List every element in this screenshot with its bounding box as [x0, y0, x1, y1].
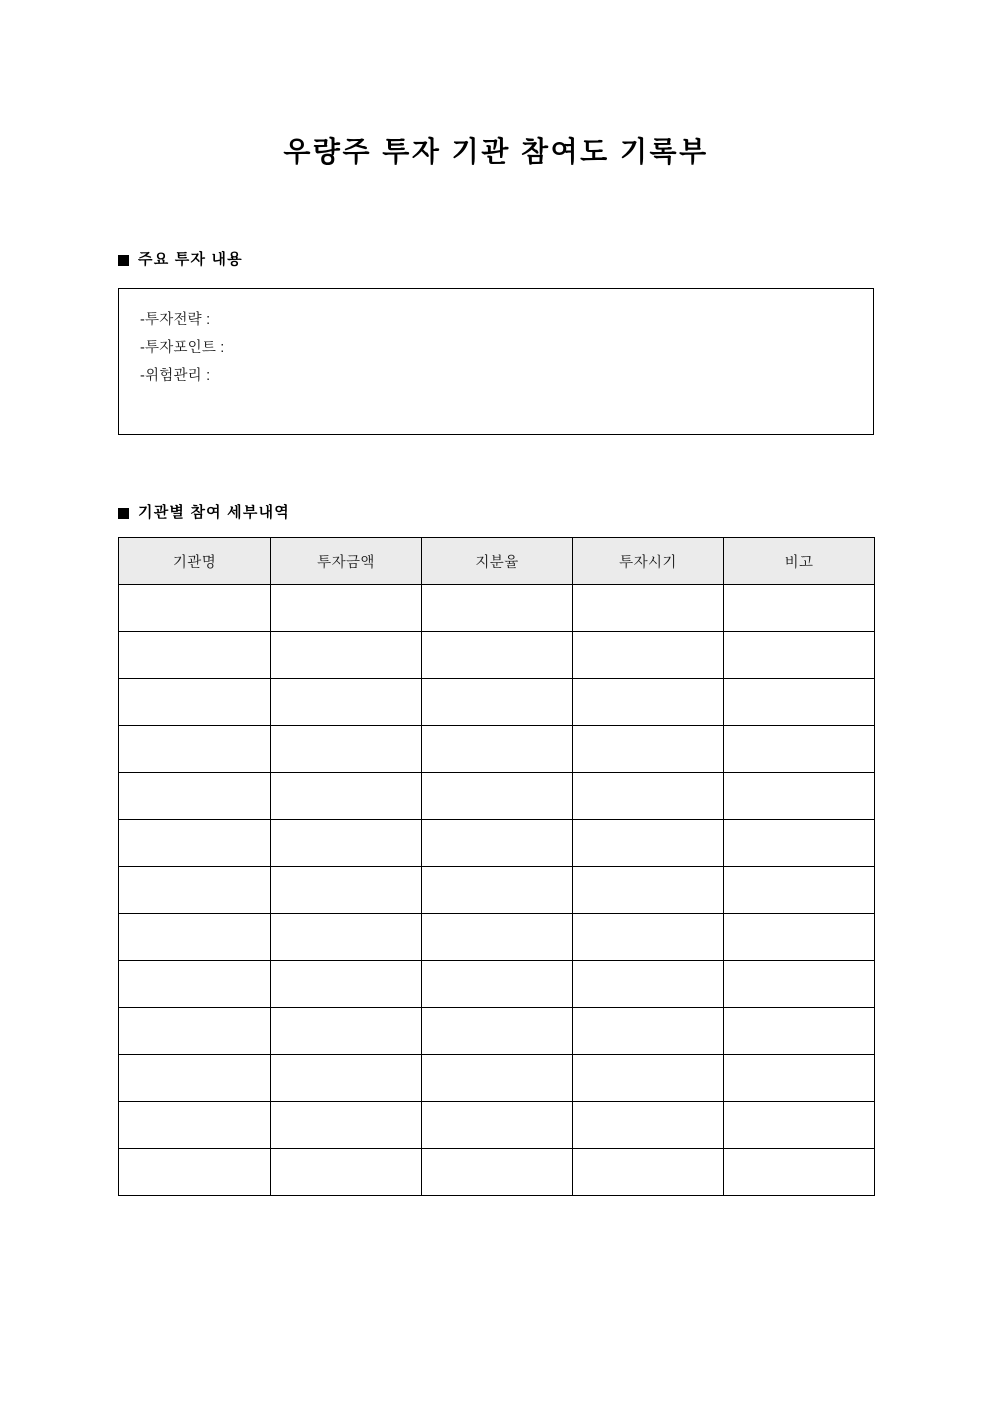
table-row — [119, 1055, 875, 1102]
cell-investment-period[interactable] — [573, 1008, 724, 1055]
cell-institution-name[interactable] — [119, 726, 271, 773]
institution-detail-table — [118, 537, 875, 1196]
table-row — [119, 773, 875, 820]
cell-investment-amount[interactable] — [271, 679, 422, 726]
table-row — [119, 726, 875, 773]
cell-investment-period[interactable] — [573, 1149, 724, 1196]
cell-stake-ratio[interactable] — [422, 820, 573, 867]
section-heading-detail-table — [118, 502, 290, 524]
cell-institution-name[interactable] — [119, 914, 271, 961]
table-row — [119, 632, 875, 679]
table-row — [119, 1008, 875, 1055]
table-row — [119, 679, 875, 726]
cell-investment-period[interactable] — [573, 632, 724, 679]
cell-institution-name[interactable] — [119, 1008, 271, 1055]
table-row — [119, 867, 875, 914]
cell-investment-period[interactable] — [573, 914, 724, 961]
cell-investment-amount[interactable] — [271, 820, 422, 867]
cell-remarks[interactable] — [724, 820, 875, 867]
table-body — [119, 585, 875, 1196]
cell-remarks[interactable] — [724, 1149, 875, 1196]
main-content-line-point: -투자포인트 : — [140, 340, 225, 356]
cell-remarks[interactable] — [724, 1055, 875, 1102]
cell-investment-period[interactable] — [573, 961, 724, 1008]
cell-remarks[interactable] — [724, 867, 875, 914]
cell-investment-period[interactable] — [573, 773, 724, 820]
cell-investment-amount[interactable] — [271, 914, 422, 961]
cell-stake-ratio[interactable] — [422, 1055, 573, 1102]
cell-stake-ratio[interactable] — [422, 961, 573, 1008]
cell-investment-amount[interactable] — [271, 773, 422, 820]
cell-institution-name[interactable] — [119, 1102, 271, 1149]
cell-investment-period[interactable] — [573, 726, 724, 773]
table-row — [119, 914, 875, 961]
cell-stake-ratio[interactable] — [422, 679, 573, 726]
cell-investment-amount[interactable] — [271, 585, 422, 632]
column-header-investment-amount: 투자금액 — [271, 538, 422, 585]
cell-investment-period[interactable] — [573, 1055, 724, 1102]
section-heading-main-content-label: 주요 투자 내용 — [138, 251, 243, 268]
cell-investment-amount[interactable] — [271, 632, 422, 679]
cell-remarks[interactable] — [724, 961, 875, 1008]
cell-stake-ratio[interactable] — [422, 1102, 573, 1149]
cell-investment-period[interactable] — [573, 820, 724, 867]
main-content-box-inner — [119, 289, 873, 390]
cell-remarks[interactable] — [724, 1102, 875, 1149]
cell-remarks[interactable] — [724, 773, 875, 820]
black-square-bullet-icon — [118, 255, 129, 266]
cell-investment-amount[interactable] — [271, 1102, 422, 1149]
column-header-institution-name: 기관명 — [119, 538, 271, 585]
table-header-row — [119, 538, 875, 585]
page-title: 우량주 투자 기관 참여도 기록부 — [283, 136, 709, 167]
cell-institution-name[interactable] — [119, 679, 271, 726]
table-row — [119, 1102, 875, 1149]
cell-institution-name[interactable] — [119, 1055, 271, 1102]
cell-investment-amount[interactable] — [271, 961, 422, 1008]
column-header-remarks: 비고 — [724, 538, 875, 585]
table-row — [119, 820, 875, 867]
cell-investment-period[interactable] — [573, 867, 724, 914]
cell-institution-name[interactable] — [119, 773, 271, 820]
section-heading-detail-table-label: 기관별 참여 세부내역 — [138, 504, 290, 521]
column-header-stake-ratio: 지분율 — [422, 538, 573, 585]
main-content-box — [118, 288, 874, 435]
cell-stake-ratio[interactable] — [422, 585, 573, 632]
table-row — [119, 585, 875, 632]
cell-stake-ratio[interactable] — [422, 914, 573, 961]
cell-institution-name[interactable] — [119, 632, 271, 679]
cell-investment-period[interactable] — [573, 585, 724, 632]
cell-remarks[interactable] — [724, 585, 875, 632]
cell-remarks[interactable] — [724, 914, 875, 961]
cell-institution-name[interactable] — [119, 867, 271, 914]
cell-remarks[interactable] — [724, 632, 875, 679]
cell-institution-name[interactable] — [119, 1149, 271, 1196]
cell-stake-ratio[interactable] — [422, 1149, 573, 1196]
cell-institution-name[interactable] — [119, 961, 271, 1008]
cell-remarks[interactable] — [724, 679, 875, 726]
black-square-bullet-icon — [118, 508, 129, 519]
cell-remarks[interactable] — [724, 1008, 875, 1055]
cell-investment-amount[interactable] — [271, 867, 422, 914]
section-heading-main-content — [118, 249, 243, 271]
cell-institution-name[interactable] — [119, 585, 271, 632]
cell-stake-ratio[interactable] — [422, 726, 573, 773]
cell-investment-amount[interactable] — [271, 1008, 422, 1055]
cell-institution-name[interactable] — [119, 820, 271, 867]
cell-investment-period[interactable] — [573, 679, 724, 726]
main-content-line-strategy: -투자전략 : — [140, 312, 211, 328]
table-row — [119, 1149, 875, 1196]
cell-stake-ratio[interactable] — [422, 773, 573, 820]
cell-stake-ratio[interactable] — [422, 1008, 573, 1055]
cell-stake-ratio[interactable] — [422, 632, 573, 679]
cell-stake-ratio[interactable] — [422, 867, 573, 914]
cell-investment-amount[interactable] — [271, 1055, 422, 1102]
cell-investment-amount[interactable] — [271, 726, 422, 773]
column-header-investment-period: 투자시기 — [573, 538, 724, 585]
table-head — [119, 538, 875, 585]
cell-remarks[interactable] — [724, 726, 875, 773]
table-row — [119, 961, 875, 1008]
cell-investment-period[interactable] — [573, 1102, 724, 1149]
cell-investment-amount[interactable] — [271, 1149, 422, 1196]
main-content-line-risk: -위험관리 : — [140, 368, 211, 384]
